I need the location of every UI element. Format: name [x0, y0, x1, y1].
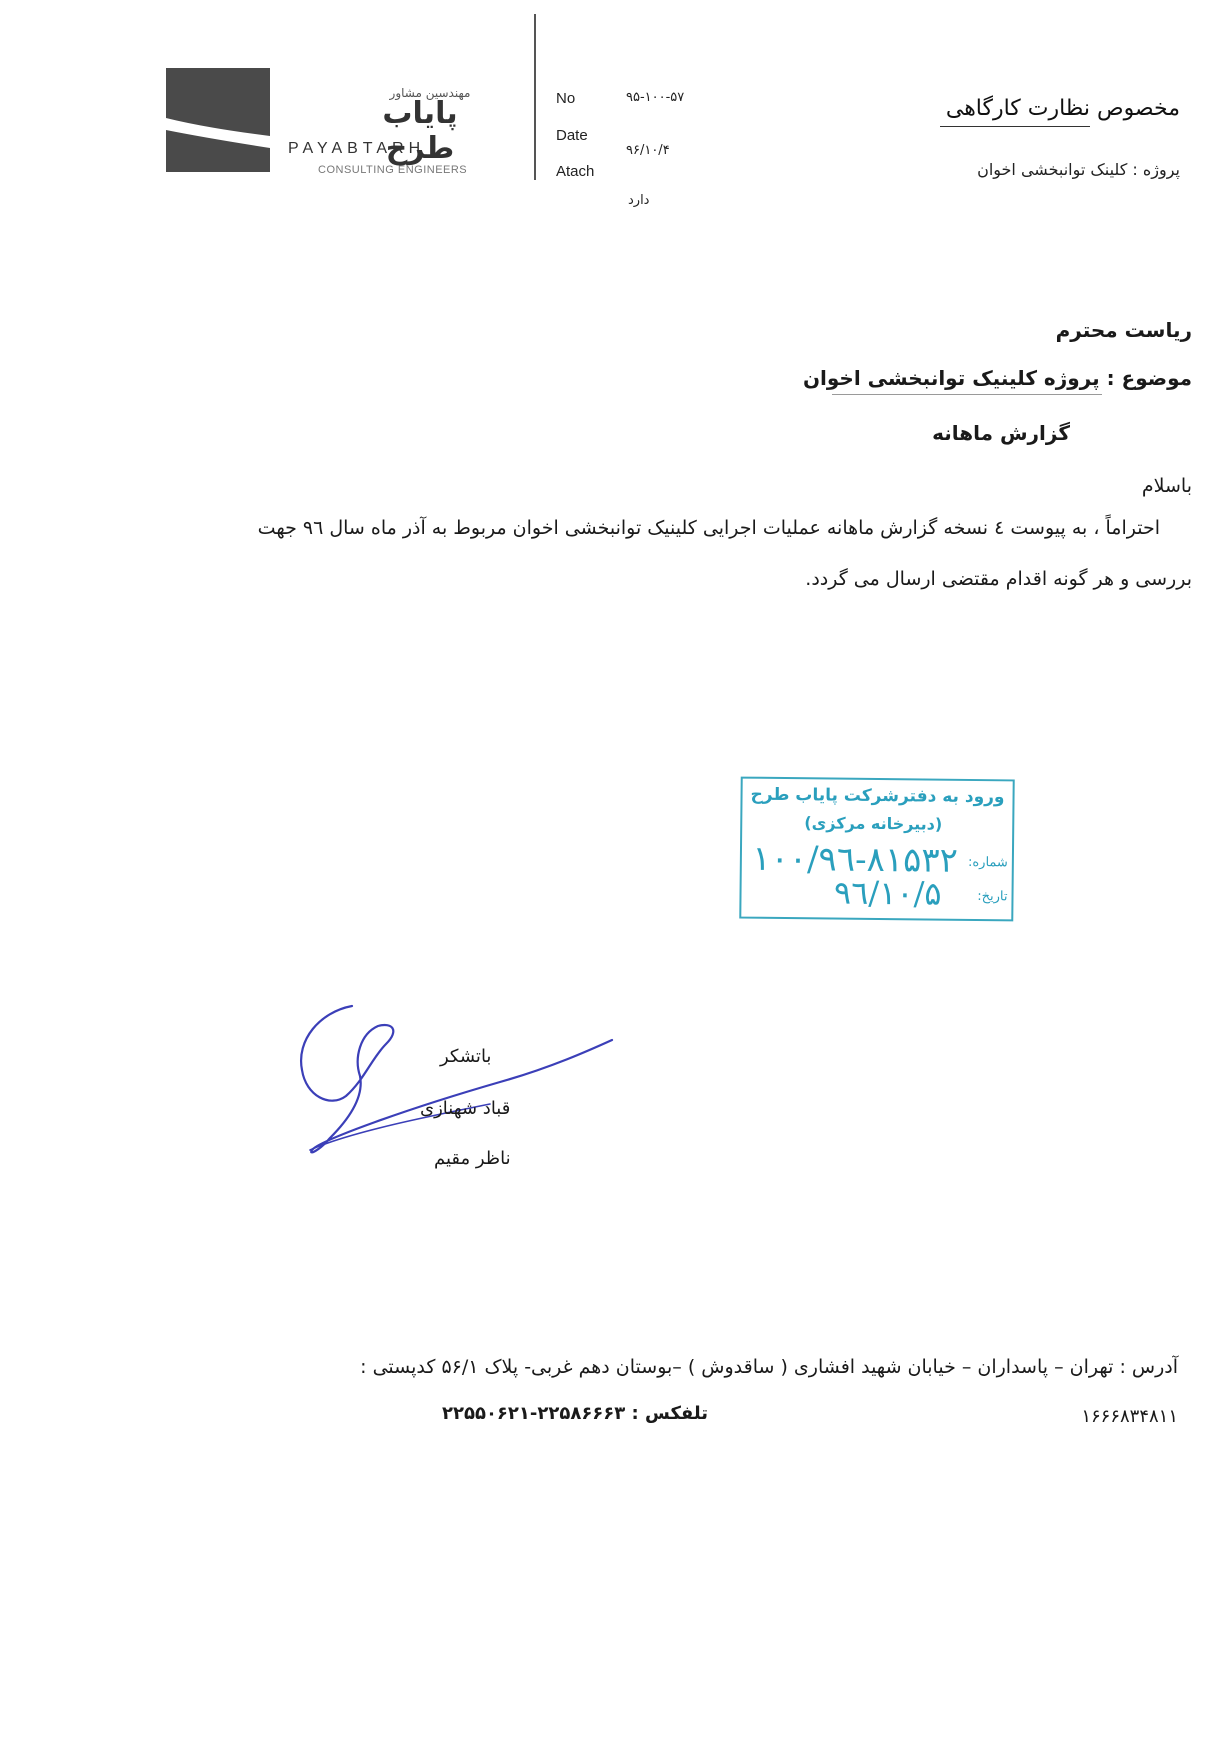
letter-date-label: Date	[556, 127, 588, 144]
stamp-number-label: شماره:	[967, 854, 1008, 871]
greeting: باسلام	[1141, 475, 1192, 497]
header-title: مخصوص نظارت کارگاهی	[945, 96, 1180, 121]
registry-stamp	[739, 777, 1014, 922]
stamp-line-2: (دبیرخانه مرکزی)	[804, 813, 943, 834]
letter-attach-label: Atach	[556, 163, 595, 180]
report-title: گزارش ماهانه	[932, 421, 1070, 445]
company-name-fa: پایاب طرح	[382, 96, 458, 166]
header-project-line: پروژه : کلینک توانبخشی اخوان	[977, 160, 1180, 179]
company-name-fa-small: مهندسین مشاور	[389, 86, 471, 100]
handwritten-signature	[290, 1000, 620, 1170]
header-underline	[940, 126, 1090, 127]
body-paragraph-line-1: احتراماً ، به پیوست ٤ نسخه گزارش ماهانه عملیات اجرایی کلینیک توانبخشی اخوان مربوط به آذر ماه سال ۹٦ جهت	[257, 517, 1160, 539]
letter-date-value: ۹۶/۱۰/۴	[626, 143, 670, 158]
letter-number-value: ۹۵-۱۰۰-۵۷	[626, 90, 685, 105]
signer-name: قباد شهنازی	[420, 1098, 511, 1119]
subject-underline	[832, 394, 1102, 395]
stamp-number-value: ۱۰۰/۹٦-۸۱۵۳۲	[752, 838, 959, 881]
company-subtitle-en: CONSULTING ENGINEERS	[318, 164, 468, 176]
header-divider	[534, 14, 536, 180]
stamp-date-value: ۹٦/۱۰/۵	[833, 873, 942, 913]
stamp-date-label: تاریخ:	[977, 889, 1008, 905]
letter-number-label: No	[556, 90, 576, 107]
footer-phones: تلفکس : ۲۲۵۸۶۶۶۳-۲۲۵۵۰۶۲۱	[442, 1403, 708, 1424]
stamp-line-1: ورود به دفترشرکت پایاب طرح	[750, 784, 1005, 808]
company-name-en: PAYABTARH	[288, 140, 426, 157]
body-paragraph-line-2: بررسی و هر گونه اقدام مقتضی ارسال می گردد.	[805, 568, 1192, 590]
company-logo-mark	[166, 68, 270, 172]
salutation: ریاست محترم	[1055, 318, 1192, 342]
footer-postal-code: ۱۶۶۶۸۳۴۸۱۱	[1081, 1406, 1178, 1427]
letter-attach-value: دارد	[628, 193, 650, 208]
subject-line: موضوع : پروژه کلینیک توانبخشی اخوان	[802, 366, 1192, 390]
footer-address: آدرس : تهران – پاسداران – خیابان شهید افشاری ( ساقدوش ) –بوستان دهم غربی- پلاک ۵۶/۱ کدپستی :	[360, 1356, 1178, 1378]
signer-role: ناظر مقیم	[434, 1148, 511, 1169]
closing-text: باتشکر	[440, 1046, 492, 1067]
